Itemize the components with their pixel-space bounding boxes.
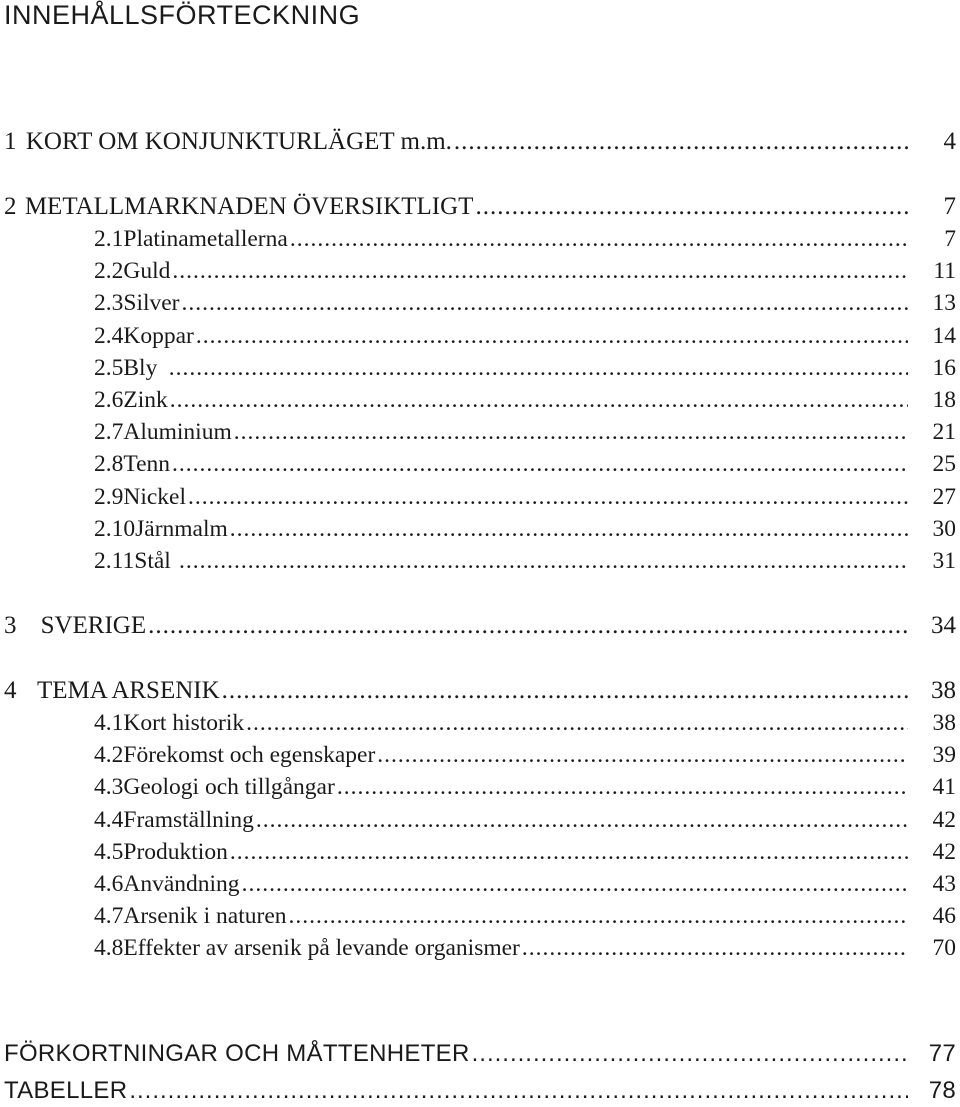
toc-number: 2.2 — [94, 258, 124, 284]
dot-leader — [234, 416, 908, 448]
dot-leader — [472, 1038, 908, 1070]
toc-page: 34 — [931, 612, 956, 639]
dot-leader — [242, 868, 908, 900]
toc-title: Zink — [123, 387, 168, 413]
toc-entry[interactable] — [94, 771, 956, 803]
toc-title: Effekter av arsenik på levande organismer — [123, 935, 520, 961]
toc-page: 31 — [932, 548, 956, 574]
toc-entry[interactable] — [94, 836, 956, 868]
dot-leader — [475, 191, 908, 223]
toc-title: Platinametallerna — [123, 226, 288, 252]
toc-entry[interactable] — [94, 384, 956, 416]
toc-title: SVERIGE — [40, 612, 147, 639]
toc-title: Stål — [134, 548, 171, 574]
toc-entry[interactable] — [4, 1075, 956, 1107]
toc-entry[interactable] — [4, 675, 956, 707]
toc-title: METALLMARKNADEN ÖVERSIKTLIGT — [24, 193, 474, 220]
toc-title: KORT OM KONJUNKTURLÄGET m.m. — [25, 128, 452, 155]
toc-number: 2.8 — [94, 451, 124, 477]
toc-entry[interactable] — [94, 416, 956, 448]
toc-entry[interactable] — [94, 352, 956, 384]
dot-leader — [129, 1075, 908, 1107]
dot-leader — [290, 223, 908, 255]
dot-leader — [337, 771, 908, 803]
dot-leader — [289, 900, 908, 932]
toc-entry[interactable] — [94, 320, 956, 352]
dot-leader — [172, 255, 908, 287]
toc-title: Framställning — [123, 807, 254, 833]
toc-entry[interactable] — [4, 610, 956, 642]
toc-title: TABELLER — [4, 1077, 128, 1104]
toc-page: 78 — [928, 1077, 956, 1104]
dot-leader — [230, 836, 908, 868]
toc-number: 4.1 — [94, 710, 124, 736]
toc-page: 46 — [932, 903, 956, 929]
toc-entry[interactable] — [94, 545, 956, 577]
dot-leader — [246, 707, 908, 739]
toc-number: 2.3 — [94, 290, 124, 316]
toc-title: Kort historik — [123, 710, 245, 736]
toc-number: 2 — [4, 193, 17, 220]
toc-title: FÖRKORTNINGAR OCH MÅTTENHETER — [4, 1040, 470, 1067]
dot-leader — [230, 513, 908, 545]
toc-number: 4.5 — [94, 839, 124, 865]
toc-page: 27 — [932, 484, 956, 510]
toc-page: 7 — [944, 226, 956, 252]
toc-number: 2.5 — [94, 355, 124, 381]
toc-page: 21 — [932, 419, 956, 445]
toc-entry[interactable] — [94, 481, 956, 513]
dot-leader — [172, 448, 908, 480]
toc-number: 2.11 — [94, 548, 135, 574]
toc-number: 4 — [4, 677, 17, 704]
toc-page: 25 — [932, 451, 956, 477]
toc-entry[interactable] — [94, 900, 956, 932]
toc-page: 7 — [943, 193, 956, 220]
toc-number: 2.10 — [94, 516, 136, 542]
toc-page: 13 — [932, 290, 956, 316]
toc-entry[interactable] — [94, 739, 956, 771]
toc-entry[interactable] — [4, 126, 956, 158]
toc-entry[interactable] — [94, 513, 956, 545]
toc-number: 2.9 — [94, 484, 124, 510]
toc-page: 16 — [932, 355, 956, 381]
toc-page: 43 — [932, 871, 956, 897]
toc-title: TEMA ARSENIK — [37, 677, 220, 704]
toc-title: Användning — [123, 871, 240, 897]
toc-entry[interactable] — [94, 707, 956, 739]
toc-page: 14 — [932, 323, 956, 349]
toc-title: Förekomst och egenskaper — [123, 742, 376, 768]
dot-leader — [522, 932, 908, 964]
toc-number: 4.3 — [94, 774, 124, 800]
toc-title: Geologi och tillgångar — [123, 774, 335, 800]
toc-number: 4.8 — [94, 935, 124, 961]
toc-page: 41 — [932, 774, 956, 800]
toc-title: Bly — [123, 355, 158, 381]
toc-number: 2.1 — [94, 226, 124, 252]
toc-page: 11 — [933, 258, 956, 284]
toc-page: 4 — [943, 128, 956, 155]
toc-number: 3 — [4, 612, 17, 639]
toc-entry[interactable] — [94, 287, 956, 319]
page-title: INNEHÅLLSFÖRTECKNING — [4, 0, 361, 30]
dot-leader — [256, 804, 908, 836]
dot-leader — [188, 481, 908, 513]
toc-number: 1 — [4, 128, 17, 155]
toc-title: Nickel — [123, 484, 187, 510]
dot-leader — [222, 675, 908, 707]
dot-leader — [179, 545, 908, 577]
toc-title: Järnmalm — [135, 516, 228, 542]
dot-leader — [182, 287, 908, 319]
toc-title: Silver — [123, 290, 180, 316]
toc-entry[interactable] — [94, 223, 956, 255]
toc-number: 2.7 — [94, 419, 124, 445]
toc-page: 39 — [932, 742, 956, 768]
toc-page: 18 — [932, 387, 956, 413]
toc-title: Arsenik i naturen — [123, 903, 287, 929]
toc-number: 4.4 — [94, 807, 124, 833]
toc-page: 38 — [932, 710, 956, 736]
toc-title: Koppar — [123, 323, 194, 349]
toc-title: Aluminium — [123, 419, 232, 445]
toc-page: 42 — [932, 807, 956, 833]
toc-page: 42 — [932, 839, 956, 865]
toc-page: 38 — [931, 677, 956, 704]
toc-number: 2.6 — [94, 387, 124, 413]
dot-leader — [170, 384, 908, 416]
dot-leader — [454, 126, 908, 158]
toc-entry[interactable] — [94, 448, 956, 480]
toc-entry[interactable] — [94, 804, 956, 836]
dot-leader — [148, 610, 908, 642]
toc-number: 4.2 — [94, 742, 124, 768]
dot-leader — [196, 320, 908, 352]
toc-number: 2.4 — [94, 323, 124, 349]
dot-leader — [377, 739, 908, 771]
toc-page: 77 — [928, 1040, 956, 1067]
toc-entry[interactable] — [94, 255, 956, 287]
toc-title: Produktion — [123, 839, 228, 865]
toc-title: Tenn — [123, 451, 171, 477]
toc-entry[interactable] — [94, 868, 956, 900]
toc-number: 4.6 — [94, 871, 124, 897]
toc-title: Guld — [123, 258, 171, 284]
dot-leader — [169, 352, 908, 384]
toc-page: 70 — [932, 935, 956, 961]
toc-entry[interactable] — [94, 932, 956, 964]
toc-entry[interactable] — [4, 191, 956, 223]
toc-number: 4.7 — [94, 903, 124, 929]
toc-entry[interactable] — [4, 1038, 956, 1070]
toc-page: 30 — [932, 516, 956, 542]
